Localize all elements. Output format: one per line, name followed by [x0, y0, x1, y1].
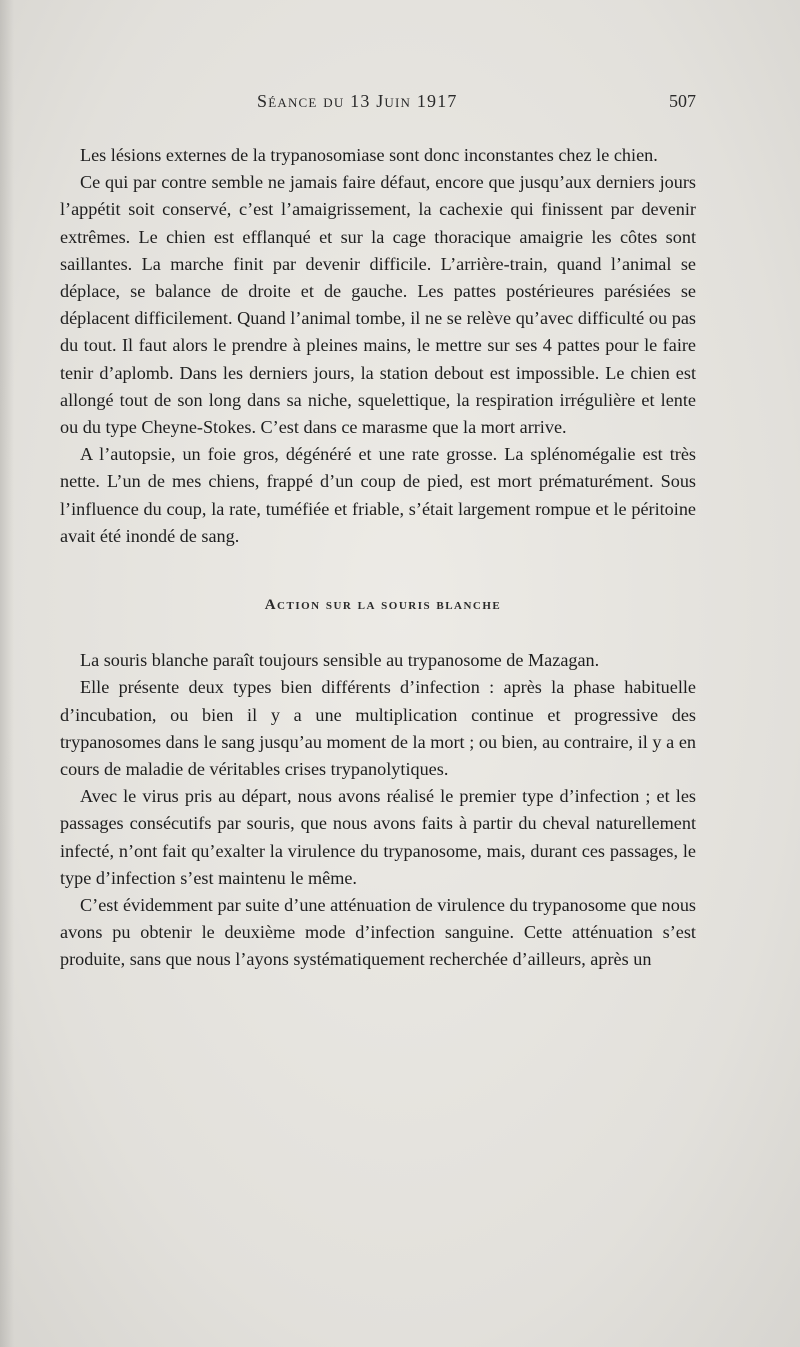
- paragraph: Les lésions externes de la trypanosomiase sont donc inconstantes chez le chien.: [80, 145, 658, 165]
- paragraph: Elle présente deux types bien différents d’infection : après la phase habituelle d’incubation, ou bien il y a une multiplication continue et progressive des trypanosomes dans le sang jusqu’au moment de la mort ; ou bien, au contraire, il y a en cours de maladie de véritables crises trypanolytiques.: [60, 677, 696, 780]
- section-heading: Action sur la souris blanche: [264, 597, 502, 614]
- running-head: [60, 91, 696, 121]
- body-text: [60, 142, 696, 974]
- paragraph: A l’autopsie, un foie gros, dégénéré et une rate grosse. La splénomégalie est très nette. L’un de mes chiens, frappé d’un coup de pied, est mort prématurément. Sous l’influence du coup, la rate, tuméfiée et friable, s’était largement rompue et le péritoine avait été inondé de sang.: [60, 444, 696, 546]
- paragraph: Avec le virus pris au départ, nous avons réalisé le premier type d’infection ; et les passages consécutifs par souris, que nous avons faits à partir du cheval naturellement infecté, n’ont fait qu’exalter la virulence du trypanosome, mais, durant ces passages, le type d’infection s’est maintenu le même.: [60, 786, 696, 888]
- section-spacer: [60, 619, 696, 647]
- page-number: 507: [669, 91, 696, 111]
- section-spacer: [60, 550, 696, 592]
- page-edge-shadow: [0, 0, 14, 1347]
- running-head-title: Séance du 13 Juin 1917: [257, 91, 458, 111]
- paragraph: C’est évidemment par suite d’une atténuation de virulence du trypanosome que nous avons pu obtenir le deuxième mode d’infection sanguine. Cette atténuation s’est produite, sans que nous l’ayons systématiquement recherchée d’ailleurs, après un: [60, 895, 696, 970]
- paragraph: La souris blanche paraît toujours sensible au trypanosome de Mazagan.: [80, 650, 600, 671]
- paragraph: Ce qui par contre semble ne jamais faire défaut, encore que jusqu’aux derniers jours l’appétit soit conservé, c’est l’amaigrissement, la cachexie qui finissent par devenir extrêmes. Le chien est efflanqué et sur la cage thoracique amaigrie les côtes sont saillantes. La marche finit par devenir difficile. L’arrière-train, quand l’animal se déplace, se balance de droite et de gauche. Les pattes postérieures parésiées se déplacent difficilement. Quand l’animal tombe, il ne se relève qu’avec difficulté ou pas du tout. Il faut alors le prendre à pleines mains, le mettre sur ses 4 pattes pour le faire tenir d’aplomb. Dans les derniers jours, la station debout est impossible. Le chien est allongé tout de son long dans sa niche, squelettique, la respiration irrégulière et lente ou du type Cheyne-Stokes. C’est dans ce marasme que la mort arrive.: [60, 172, 696, 438]
